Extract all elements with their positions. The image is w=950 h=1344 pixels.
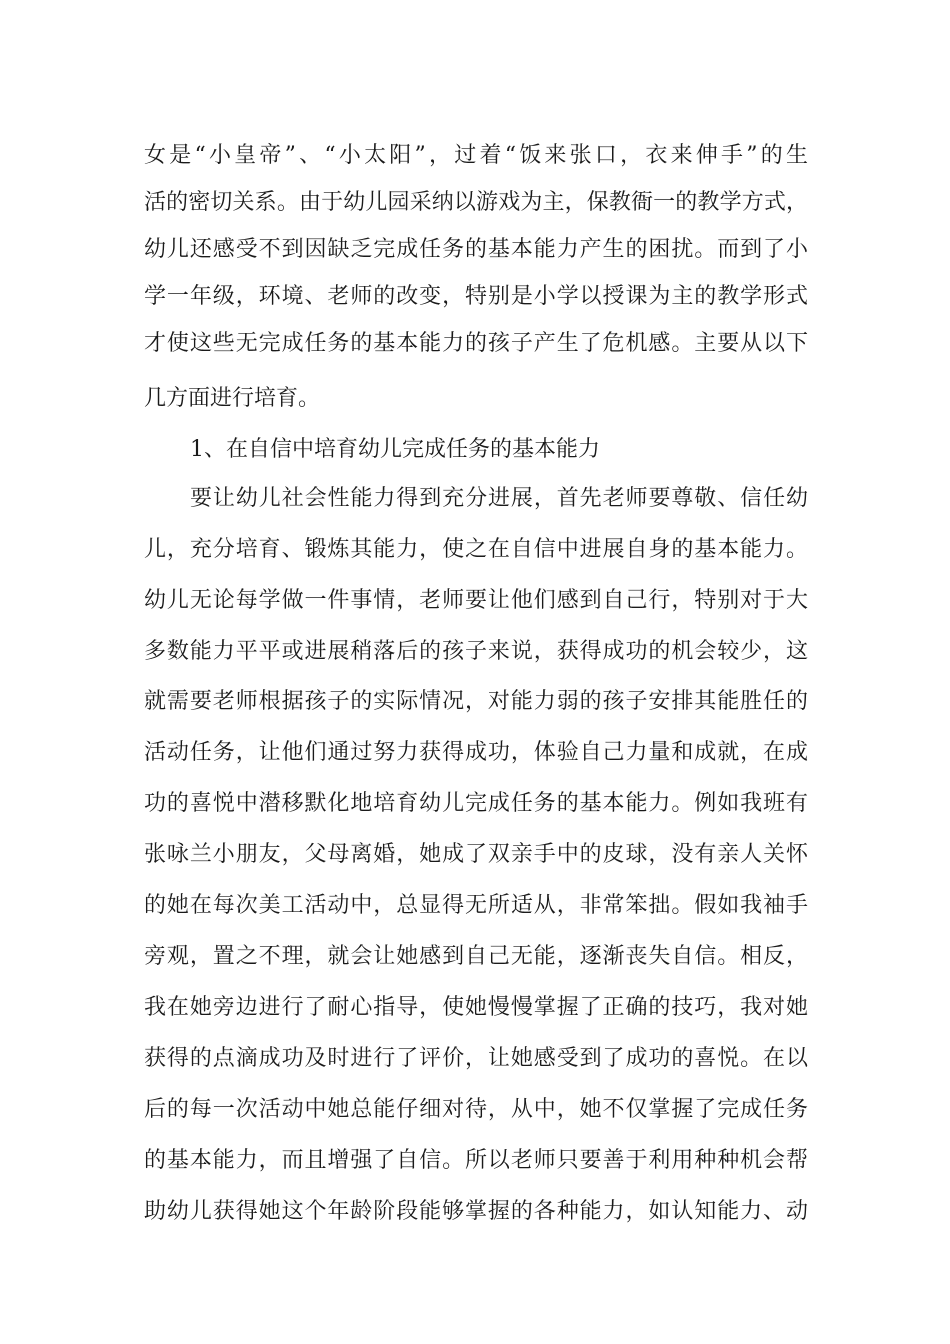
body-text-line: 就需要老师根据孩子的实际情况，对能力弱的孩子安排其能胜任的	[144, 689, 808, 714]
body-text-line: 获得的点滴成功及时进行了评价，让她感受到了成功的喜悦。在以	[144, 1046, 808, 1071]
body-text-line: 幼儿还感受不到因缺乏完成任务的基本能力产生的困扰。而到了小	[144, 237, 808, 262]
body-text-line: 儿，充分培育、锻炼其能力，使之在自信中进展自身的基本能力。	[144, 537, 808, 562]
body-text-line: 要让幼儿社会性能力得到充分进展，首先老师要尊敬、信任幼	[190, 486, 808, 511]
body-text-line: 我在她旁边进行了耐心指导，使她慢慢掌握了正确的技巧，我对她	[144, 995, 808, 1020]
body-text-line: 学一年级，环境、老师的改变，特别是小学以授课为主的教学形式	[144, 284, 808, 309]
body-text-line: 活动任务，让他们通过努力获得成功，体验自己力量和成就，在成	[144, 740, 808, 765]
body-text-line: 的她在每次美工活动中，总显得无所适从，非常笨拙。假如我袖手	[144, 893, 808, 918]
body-text-line: 几方面进行培育。	[144, 386, 321, 411]
body-text-line: 幼儿无论每学做一件事情，老师要让他们感到自己行，特别对于大	[144, 588, 808, 613]
body-text-line: 的基本能力，而且增强了自信。所以老师只要善于利用种种机会帮	[144, 1148, 808, 1173]
body-text-line: 女是“小皇帝”、“小太阳”，过着“饭来张口，衣来伸手”的生	[144, 143, 808, 168]
body-text-line: 助幼儿获得她这个年龄阶段能够掌握的各种能力，如认知能力、动	[144, 1199, 808, 1224]
body-text-line: 功的喜悦中潜移默化地培育幼儿完成任务的基本能力。例如我班有	[144, 791, 808, 816]
section-heading: 1、在自信中培育幼儿完成任务的基本能力	[190, 437, 600, 462]
body-text-line: 才使这些无完成任务的基本能力的孩子产生了危机感。主要从以下	[144, 331, 808, 356]
body-text-line: 张咏兰小朋友，父母离婚，她成了双亲手中的皮球，没有亲人关怀	[144, 842, 808, 867]
body-text-line: 多数能力平平或进展稍落后的孩子来说，获得成功的机会较少，这	[144, 639, 808, 664]
body-text-line: 后的每一次活动中她总能仔细对待，从中，她不仅掌握了完成任务	[144, 1097, 808, 1122]
body-text-line: 活的密切关系。由于幼儿园采纳以游戏为主，保教衙一的教学方式，	[144, 190, 808, 215]
body-text-line: 旁观，置之不理，就会让她感到自己无能，逐渐丧失自信。相反，	[144, 944, 808, 969]
